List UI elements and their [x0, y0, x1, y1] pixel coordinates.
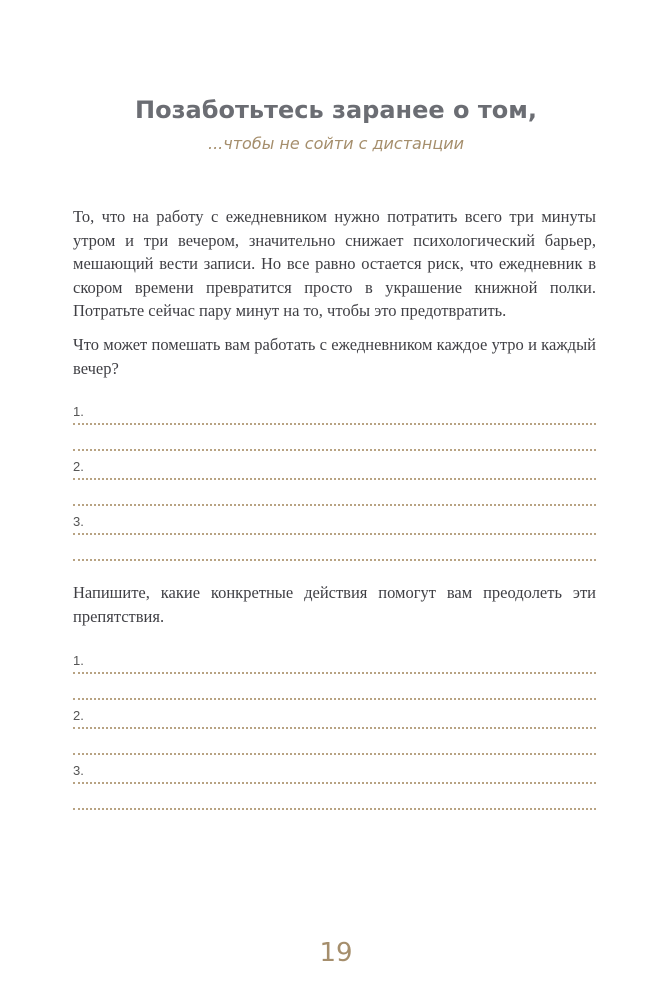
- dotted-line: [73, 423, 596, 425]
- answer-item-1[interactable]: [73, 653, 596, 708]
- dotted-line: [73, 698, 596, 700]
- answer-number: 2.: [73, 459, 84, 474]
- answer-list-obstacles: [73, 404, 596, 569]
- page-subtitle: ...чтобы не сойти с дистанции: [208, 134, 464, 153]
- answer-number: 1.: [73, 404, 84, 419]
- dotted-line: [73, 504, 596, 506]
- answer-number: 1.: [73, 653, 84, 668]
- answer-item-3[interactable]: [73, 514, 596, 569]
- answer-item-3[interactable]: [73, 763, 596, 818]
- dotted-line: [73, 727, 596, 729]
- question-obstacles: Что может помешать вам работать с ежедневником каждое утро и каждый вечер?: [73, 335, 596, 378]
- answer-item-1[interactable]: [73, 404, 596, 459]
- page-number: 19: [319, 938, 353, 968]
- answer-list-actions: [73, 653, 596, 818]
- dotted-line: [73, 449, 596, 451]
- dotted-line: [73, 808, 596, 810]
- dotted-line: [73, 533, 596, 535]
- dotted-line: [73, 753, 596, 755]
- dotted-line: [73, 672, 596, 674]
- page-title: Позаботьтесь заранее о том,: [135, 96, 537, 124]
- dotted-line: [73, 559, 596, 561]
- intro-paragraph: То, что на работу с ежедневником нужно потратить всего три минуты утром и три вечером, значительно снижает психологический барьер, мешающий вести записи. Но все равно остается риск, что ежедневник в скором времени превратится просто в украшение книжной полки. Потратьте сейчас пару минут на то, чтобы это предотвратить.: [73, 207, 596, 320]
- dotted-line: [73, 782, 596, 784]
- answer-number: 3.: [73, 763, 84, 778]
- answer-item-2[interactable]: [73, 708, 596, 763]
- answer-number: 2.: [73, 708, 84, 723]
- answer-item-2[interactable]: [73, 459, 596, 514]
- question-actions: Напишите, какие конкретные действия помогут вам преодолеть эти препятствия.: [73, 583, 596, 626]
- dotted-line: [73, 478, 596, 480]
- answer-number: 3.: [73, 514, 84, 529]
